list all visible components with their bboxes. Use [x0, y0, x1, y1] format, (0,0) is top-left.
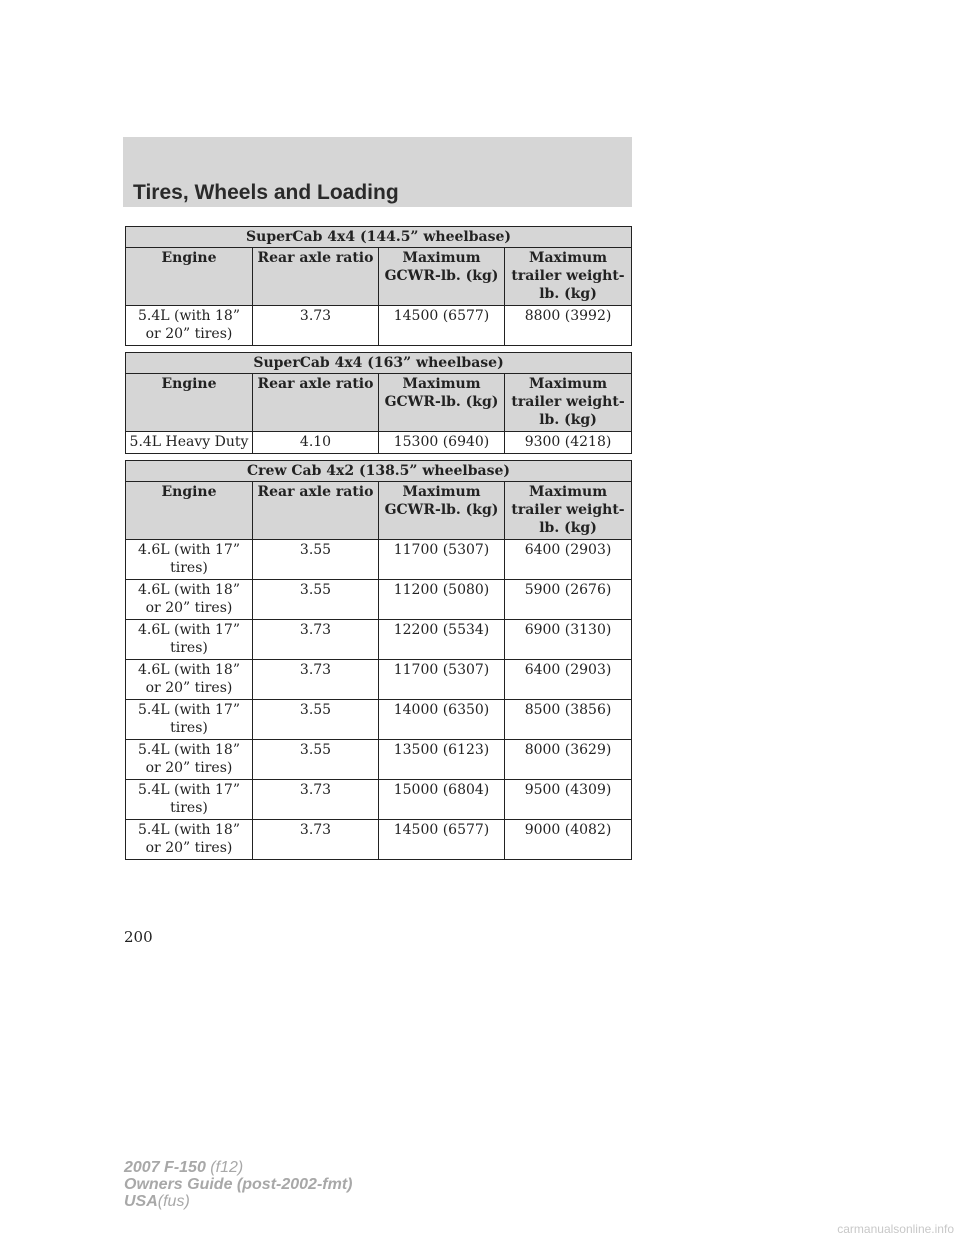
table-cell: 8800 (3992)	[505, 306, 632, 346]
table-cell: 3.73	[253, 660, 379, 700]
footer-market: USA	[124, 1193, 158, 1210]
table-cell: 15000 (6804)	[379, 780, 505, 820]
table-cell: 3.73	[253, 620, 379, 660]
section-title: Tires, Wheels and Loading	[133, 181, 399, 204]
table-row	[126, 660, 632, 700]
table-cell: 5.4L (with 17” tires)	[126, 780, 253, 820]
column-header: Maximum GCWR-lb. (kg)	[379, 248, 505, 306]
table-header-row	[126, 248, 632, 306]
table-cell: 11700 (5307)	[379, 660, 505, 700]
table-cell: 3.55	[253, 580, 379, 620]
column-header: Maximum GCWR-lb. (kg)	[379, 482, 505, 540]
table-cell: 6400 (2903)	[505, 660, 632, 700]
table-cell: 4.6L (with 18” or 20” tires)	[126, 660, 253, 700]
column-header: Engine	[126, 248, 253, 306]
footer-model-code: (f12)	[210, 1159, 244, 1176]
table-cell: 4.6L (with 17” tires)	[126, 540, 253, 580]
table-cell: 11700 (5307)	[379, 540, 505, 580]
table-cell: 6900 (3130)	[505, 620, 632, 660]
table-cell: 5.4L (with 18” or 20” tires)	[126, 306, 253, 346]
spec-table	[125, 226, 632, 346]
footer-model: 2007 F-150	[124, 1159, 206, 1176]
table-cell: 5900 (2676)	[505, 580, 632, 620]
table-header-row	[126, 482, 632, 540]
table-cell: 3.55	[253, 540, 379, 580]
column-header: Rear axle ratio	[253, 248, 379, 306]
table-cell: 9000 (4082)	[505, 820, 632, 860]
footer	[124, 1159, 352, 1210]
table-cell: 3.55	[253, 700, 379, 740]
watermark: carmanualsonline.info	[837, 1222, 954, 1236]
table-caption: SuperCab 4x4 (144.5” wheelbase)	[126, 227, 632, 248]
table-row	[126, 432, 632, 454]
footer-guide: Owners Guide (post-2002-fmt)	[124, 1176, 353, 1193]
table-cell: 14500 (6577)	[379, 820, 505, 860]
table-row	[126, 820, 632, 860]
table-cell: 4.6L (with 17” tires)	[126, 620, 253, 660]
table-cell: 3.55	[253, 740, 379, 780]
table-row	[126, 780, 632, 820]
table-caption: SuperCab 4x4 (163” wheelbase)	[126, 353, 632, 374]
table-row	[126, 740, 632, 780]
table-row	[126, 580, 632, 620]
column-header: Maximum trailer weight-lb. (kg)	[505, 374, 632, 432]
table-cell: 8000 (3629)	[505, 740, 632, 780]
table-row	[126, 620, 632, 660]
table-cell: 12200 (5534)	[379, 620, 505, 660]
table-cell: 8500 (3856)	[505, 700, 632, 740]
column-header: Maximum trailer weight-lb. (kg)	[505, 482, 632, 540]
table-cell: 14000 (6350)	[379, 700, 505, 740]
table-cell: 3.73	[253, 780, 379, 820]
table-cell: 11200 (5080)	[379, 580, 505, 620]
section-header-band	[123, 137, 632, 207]
table-row	[126, 540, 632, 580]
table-cell: 5.4L Heavy Duty	[126, 432, 253, 454]
spec-table	[125, 352, 632, 454]
table-cell: 4.6L (with 18” or 20” tires)	[126, 580, 253, 620]
table-cell: 6400 (2903)	[505, 540, 632, 580]
column-header: Maximum GCWR-lb. (kg)	[379, 374, 505, 432]
table-cell: 3.73	[253, 820, 379, 860]
column-header: Rear axle ratio	[253, 482, 379, 540]
table-header-row	[126, 374, 632, 432]
footer-market-code: (fus)	[157, 1193, 190, 1210]
table-caption: Crew Cab 4x2 (138.5” wheelbase)	[126, 461, 632, 482]
table-cell: 15300 (6940)	[379, 432, 505, 454]
table-cell: 3.73	[253, 306, 379, 346]
page-number: 200	[124, 928, 153, 946]
table-cell: 9300 (4218)	[505, 432, 632, 454]
column-header: Engine	[126, 374, 253, 432]
table-cell: 14500 (6577)	[379, 306, 505, 346]
spec-tables	[125, 226, 631, 866]
column-header: Engine	[126, 482, 253, 540]
table-cell: 5.4L (with 18” or 20” tires)	[126, 740, 253, 780]
table-cell: 5.4L (with 17” tires)	[126, 700, 253, 740]
table-cell: 4.10	[253, 432, 379, 454]
table-row	[126, 700, 632, 740]
column-header: Rear axle ratio	[253, 374, 379, 432]
table-row	[126, 306, 632, 346]
table-cell: 13500 (6123)	[379, 740, 505, 780]
table-cell: 9500 (4309)	[505, 780, 632, 820]
spec-table	[125, 460, 632, 860]
column-header: Maximum trailer weight-lb. (kg)	[505, 248, 632, 306]
table-cell: 5.4L (with 18” or 20” tires)	[126, 820, 253, 860]
